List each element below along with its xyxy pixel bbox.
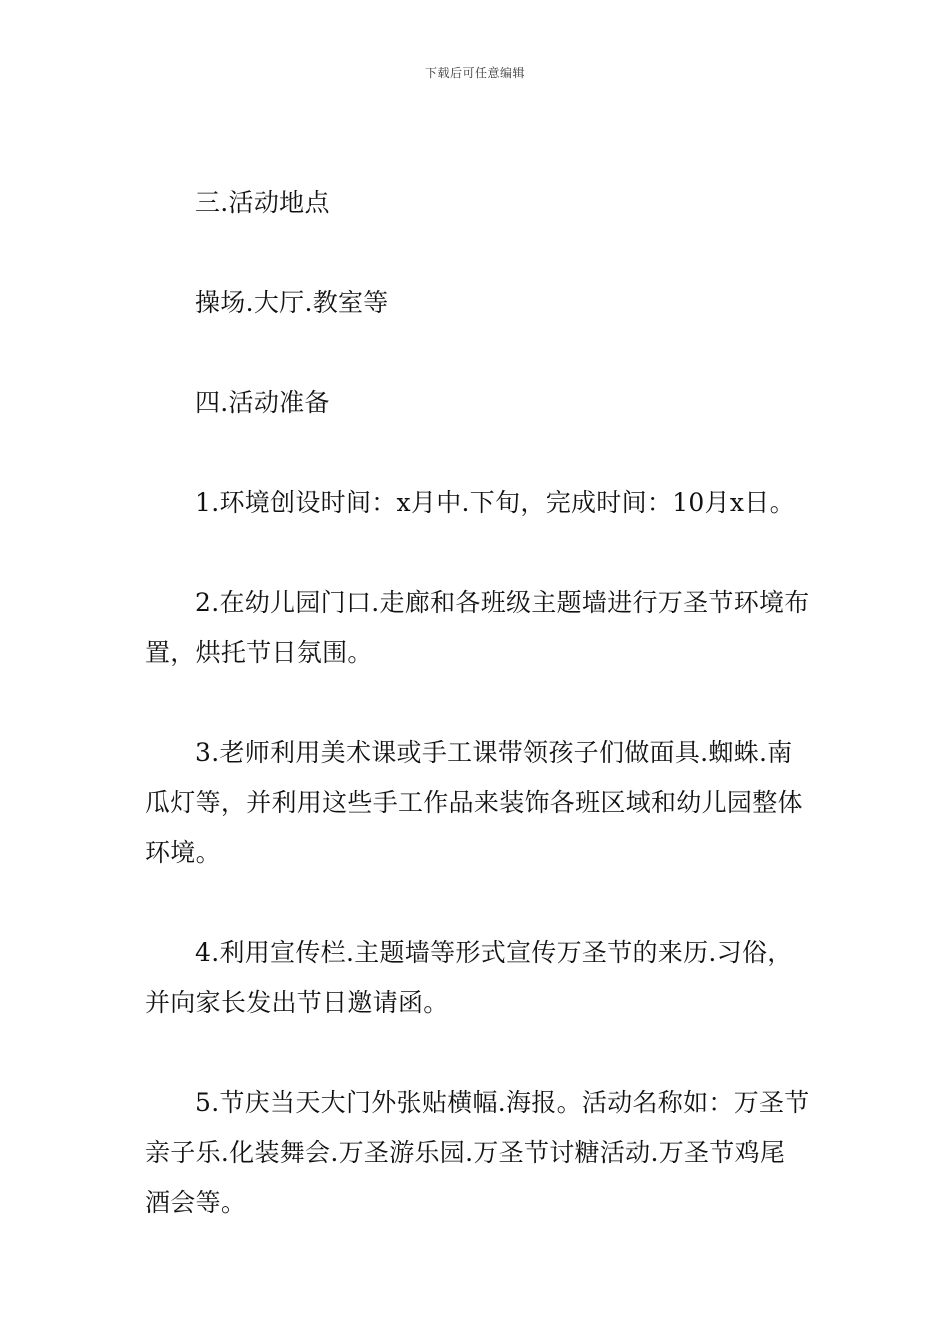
section-heading-location: 三.活动地点	[195, 188, 330, 217]
document-body	[145, 178, 810, 1278]
paragraph-location: 操场.大厅.教室等	[195, 288, 389, 317]
section-heading-preparation: 四.活动准备	[195, 388, 330, 417]
paragraph-item-3: 3.老师利用美术课或手工课带领孩子们做面具.蜘蛛.南瓜灯等，并利用这些手工作品来装饰各班区域和幼儿园整体环境。	[145, 738, 803, 867]
paragraph-item-2: 2.在幼儿园门口.走廊和各班级主题墙进行万圣节环境布置，烘托节日氛围。	[145, 588, 810, 667]
paragraph-item-1: 1.环境创设时间：x月中.下旬，完成时间：10月x日。	[195, 488, 795, 517]
paragraph-item-4: 4.利用宣传栏.主题墙等形式宣传万圣节的来历.习俗，并向家长发出节日邀请函。	[145, 938, 793, 1017]
header-note: 下载后可任意编辑	[424, 66, 525, 80]
paragraph-item-5: 5.节庆当天大门外张贴横幅.海报。活动名称如：万圣节亲子乐.化装舞会.万圣游乐园.万圣节讨糖活动.万圣节鸡尾酒会等。	[145, 1088, 810, 1217]
